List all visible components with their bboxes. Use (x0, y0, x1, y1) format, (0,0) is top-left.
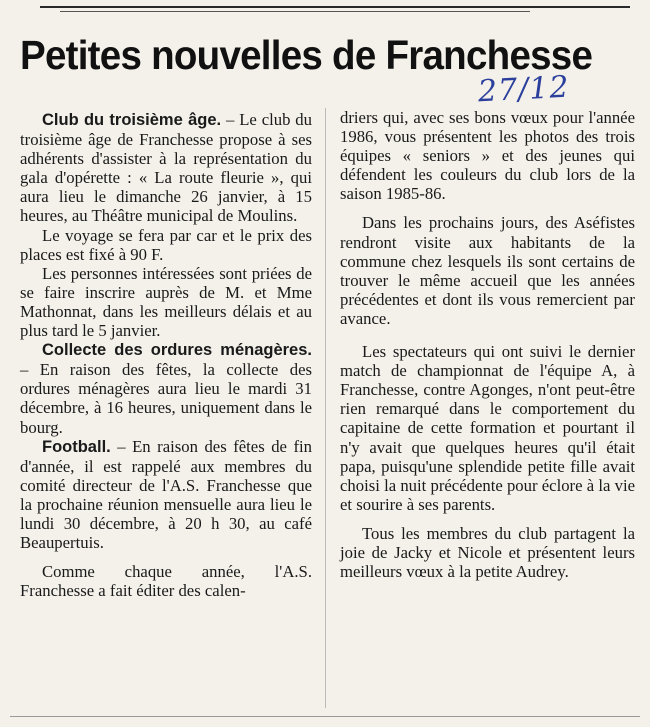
run-in-heading: Club du troisième âge. (42, 111, 222, 129)
run-in-heading: Football. (42, 437, 111, 456)
handwritten-date: 27/12 (477, 69, 571, 110)
paragraph-calendriers-continued: driers qui, avec ses bons vœux pour l'année 1986, vous présentent les photos des trois équipes « seniors » et des jeunes qui défendent les couleurs du club lors de la saison 1985-86. (340, 108, 635, 204)
paragraph-text: – En raison des fêtes de fin d'année, il est rappelé aux membres du comité directeur de l'A.S. Franchesse que la prochaine réunion mensuelle aura lieu le lundi 30 décembre, à 20 h 30, au café Beaupertuis. (20, 436, 312, 553)
paragraph-text: – Le club du troisième âge de Franchesse propose à ses adhérents d'assister à la représentation du gala d'opérette : « La route fleurie », qui aura lieu le dimanche 26 janvier, à 15 heures, au Théâtre municipal de Moulins. (20, 110, 312, 226)
paragraph-inscription (20, 264, 312, 340)
paragraph-spectateurs: Les spectateurs qui ont suivi le dernier match de championnat de l'équipe A, à Franchesse, contre Agonges, n'ont peut-être rien remarqué dans le comportement du capitaine de cette formation et pourtant il n'y avait que quelques heures qu'il était papa, puisqu'une splendide petite fille avait choisi la nuit précédente pour éclore à la vie et sourire à ses parents. (340, 342, 635, 514)
top-rule-secondary (60, 11, 530, 12)
paragraph-club-troisieme-age (20, 110, 312, 226)
paragraph-text: Le voyage se fera par car et le prix des places est fixé à 90 F. (20, 225, 312, 264)
paragraph-text: Les personnes intéressées sont priées de se faire inscrire auprès de M. et Mme Mathonnat, dans les meilleurs délais et au plus tard le 5 janvier. (20, 263, 312, 341)
paragraph-calendriers-start (20, 562, 312, 600)
paragraph-voyage (20, 226, 312, 264)
paragraph-football (20, 437, 312, 553)
headline: Petites nouvelles de Franchesse (20, 32, 593, 78)
run-in-heading: Collecte des ordures ménagères. (42, 341, 312, 360)
right-column (340, 108, 635, 581)
paragraph-felicitations: Tous les membres du club partagent la joie de Jacky et Nicole et présentent leurs meilleurs vœux à la petite Audrey. (340, 523, 635, 582)
paragraph-aseﬁstes: Dans les prochains jours, des Aséfistes rendront visite aux habitants de la commune chez lesquels ils sont certains de trouver le même accueil que les années précédentes et dont ils vous remercient par avance. (340, 213, 635, 328)
paragraph-text: – En raison des fêtes, la collecte des ordures ménagères aura lieu le mardi 31 décembre, à 16 heures, uniquement dans le bourg. (20, 360, 312, 437)
column-divider (325, 108, 326, 708)
paragraph-collecte (20, 340, 312, 436)
top-rule (40, 6, 630, 8)
paragraph-text: Comme chaque année, l'A.S. Franchesse a fait éditer des calen- (20, 562, 312, 601)
bottom-rule (10, 716, 640, 717)
left-column (20, 110, 312, 600)
